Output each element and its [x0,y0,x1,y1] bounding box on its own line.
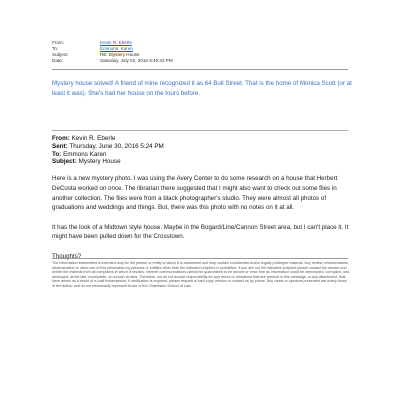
to-label: To: [52,46,59,51]
fwd-from-label: From: [52,135,70,142]
body-paragraph-1: Here is a new mystery photo. I was using the Avery Center to do some research on a house that Herbert DeCosta worked on once. The librarian there suggested that I might also want to check out some files in another collection. The files were from a black photographer's studio. They were almost all photos of graduations and weddings and things. But, there was this photo with no notes on it at all. [52,175,338,212]
fwd-to-row [52,151,164,159]
fwd-from-row [52,135,164,143]
body-paragraph-3: Thoughts? [52,252,82,260]
date-label: Date: [52,58,63,63]
fwd-subject-value: Mystery House [78,158,121,166]
fwd-subject-row [52,158,164,166]
disclaimer-divider [52,258,348,259]
from-label: From: [52,40,64,45]
email-header [52,40,173,64]
date-value: Saturday, July 02, 2016 8:40:42 PM [100,58,173,63]
header-date-row [52,58,173,64]
subject-label: Subject: [52,52,69,57]
legal-disclaimer: The information transmitted is intended only for the person or entity to which it is addressed and may contain confidential and/or legally privileged material. Any review, retransmission, dissemination or other use of this information by persons or entities other than the intended recipient is prohibited. If you are not the intended recipient please contact the sender and delete the material from all computers in which it resides. Internet communications cannot be guaranteed to be secure or error-free as information could be intercepted, corrupted, lost, destroyed, arrive late, incomplete, or contain viruses. Therefore, we do not accept responsibility for any errors or omissions that are present in this message, or any attachment, that have arisen as a result of e-mail transmission. If verification is required, please request a hard-copy version or contact us by phone. Any views or opinions presented are solely those of the author and do not necessarily represent those of the Charleston School of Law. [52,261,350,288]
from-link[interactable]: Kevin R. Eberle [100,40,132,45]
fwd-sent-row [52,143,164,151]
email-body [52,174,352,271]
fwd-from-value: Kevin R. Eberle [71,135,116,142]
reply-message: Mystery house solved! A friend of mine recognized it as 64 Bull Street. That is the home of Monica Scott (or at least it was). She's had her house on the tours before. [52,80,352,97]
forwarded-header [52,135,164,166]
fwd-sent-label: Sent: [52,142,68,150]
header-divider [52,69,348,70]
forward-divider [52,130,348,131]
fwd-subject-label: Subject: [52,158,77,166]
fwd-to-value: Emmons Karen [63,150,107,158]
fwd-sent-value: Thursday, June 30, 2016 5:24 PM [69,142,164,150]
subject-value: RE: Mystery House [100,52,140,57]
body-paragraph-2: It has the look of a Midtown style house. Maybe in the Bogard/Line/Cannon Street area, but I can't place it. It might have been pulled down for the Crosstown. [52,223,349,241]
to-link[interactable]: Emmons, Karen [100,46,133,51]
fwd-to-label: To: [52,150,62,158]
